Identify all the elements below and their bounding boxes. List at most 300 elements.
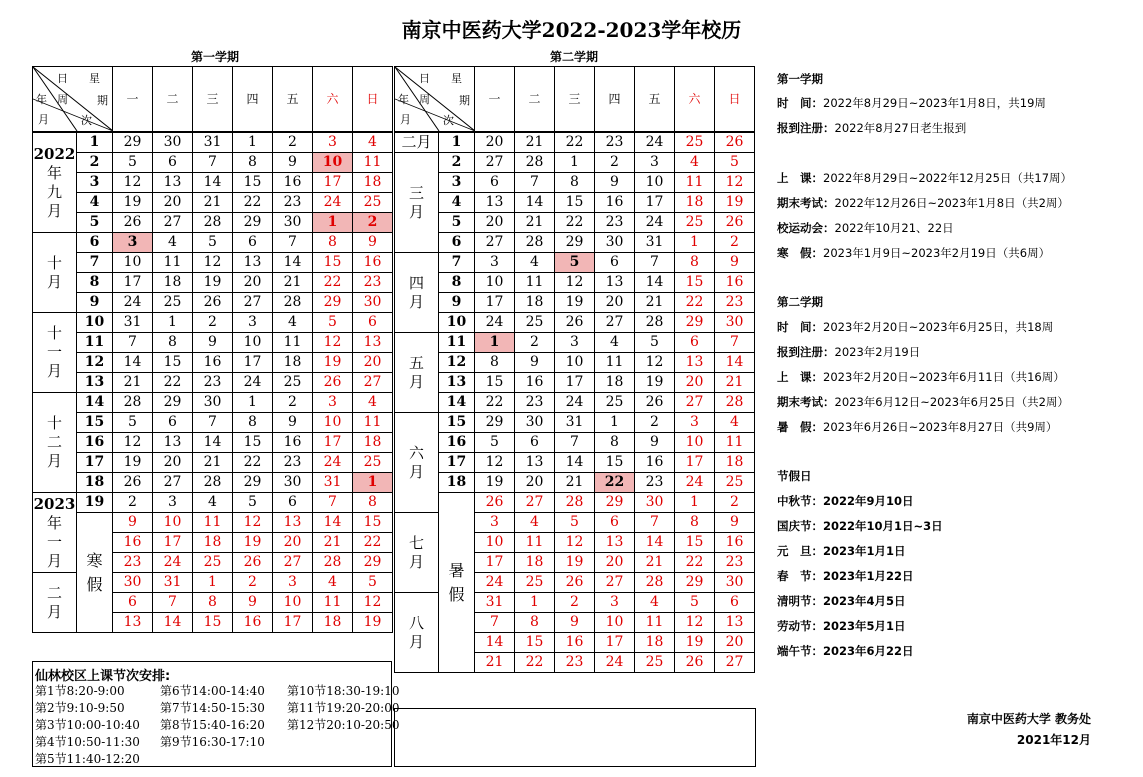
table-row bbox=[33, 333, 393, 353]
weekday-header: 六 bbox=[313, 67, 353, 133]
month-label: 十一月 bbox=[46, 324, 62, 380]
date-cell: 1 bbox=[555, 153, 595, 173]
date-cell: 3 bbox=[635, 153, 675, 173]
date-cell: 15 bbox=[193, 613, 233, 633]
date-cell: 21 bbox=[635, 293, 675, 313]
info-value: 2023年2月20日~2023年6月11日（共16周） bbox=[823, 370, 1065, 384]
date-cell: 17 bbox=[475, 293, 515, 313]
date-cell: 28 bbox=[635, 573, 675, 593]
date-cell: 13 bbox=[273, 513, 313, 533]
date-cell: 16 bbox=[515, 373, 555, 393]
date-cell: 27 bbox=[353, 373, 393, 393]
date-cell: 13 bbox=[113, 613, 153, 633]
date-cell: 12 bbox=[353, 593, 393, 613]
date-cell: 2 bbox=[595, 153, 635, 173]
date-cell: 23 bbox=[595, 132, 635, 153]
date-cell: 9 bbox=[635, 433, 675, 453]
date-cell: 6 bbox=[595, 513, 635, 533]
date-cell: 9 bbox=[273, 153, 313, 173]
date-cell: 20 bbox=[515, 473, 555, 493]
week-number: 1 bbox=[77, 132, 113, 153]
date-cell: 4 bbox=[675, 153, 715, 173]
date-cell: 16 bbox=[715, 533, 755, 553]
week-number: 11 bbox=[439, 333, 475, 353]
date-cell: 7 bbox=[313, 493, 353, 513]
date-cell: 12 bbox=[555, 533, 595, 553]
weekday-header: 二 bbox=[515, 67, 555, 133]
week-number: 17 bbox=[439, 453, 475, 473]
table-row bbox=[395, 313, 755, 333]
date-cell: 24 bbox=[595, 653, 635, 673]
date-cell: 25 bbox=[273, 373, 313, 393]
date-cell: 7 bbox=[193, 153, 233, 173]
corner-ci: 次 bbox=[81, 114, 92, 127]
table-row bbox=[33, 253, 393, 273]
info-value: 2023年6月12日~2023年6月25日（共2周） bbox=[834, 395, 1069, 409]
weekday-header: 三 bbox=[555, 67, 595, 133]
date-cell: 29 bbox=[675, 313, 715, 333]
date-cell: 17 bbox=[675, 453, 715, 473]
date-cell: 9 bbox=[595, 173, 635, 193]
info-label: 报到注册： bbox=[777, 345, 835, 359]
date-cell: 17 bbox=[595, 633, 635, 653]
month-label: 年一月 bbox=[46, 513, 62, 570]
week-number: 4 bbox=[77, 193, 113, 213]
date-cell: 4 bbox=[635, 593, 675, 613]
date-cell: 17 bbox=[153, 533, 193, 553]
table-row bbox=[33, 493, 393, 513]
date-cell: 10 bbox=[313, 413, 353, 433]
date-cell: 31 bbox=[475, 593, 515, 613]
corner-nian: 年 bbox=[36, 93, 47, 106]
info-label: 暑 假： bbox=[777, 420, 823, 434]
date-cell: 22 bbox=[555, 213, 595, 233]
month-cell bbox=[33, 393, 77, 493]
week-number: 12 bbox=[439, 353, 475, 373]
date-cell: 16 bbox=[715, 273, 755, 293]
date-cell: 1 bbox=[595, 413, 635, 433]
date-cell: 28 bbox=[113, 393, 153, 413]
date-cell: 8 bbox=[153, 333, 193, 353]
date-cell: 30 bbox=[113, 573, 153, 593]
info-line bbox=[777, 543, 906, 559]
date-cell: 19 bbox=[555, 553, 595, 573]
holidays-heading: 节假日 bbox=[777, 469, 812, 483]
weekday-header: 一 bbox=[475, 67, 515, 133]
info-label: 清明节： bbox=[777, 594, 823, 608]
date-cell: 20 bbox=[233, 273, 273, 293]
date-cell: 1 bbox=[233, 132, 273, 153]
month-label: 五月 bbox=[408, 353, 424, 391]
week-number: 15 bbox=[77, 413, 113, 433]
date-cell: 7 bbox=[193, 413, 233, 433]
table-row bbox=[33, 233, 393, 253]
date-cell: 20 bbox=[675, 373, 715, 393]
week-number: 1 bbox=[439, 132, 475, 153]
date-cell: 11 bbox=[715, 433, 755, 453]
date-cell: 13 bbox=[675, 353, 715, 373]
date-cell: 30 bbox=[273, 473, 313, 493]
date-cell: 21 bbox=[515, 132, 555, 153]
date-cell: 13 bbox=[353, 333, 393, 353]
date-cell: 7 bbox=[113, 333, 153, 353]
date-cell: 3 bbox=[555, 333, 595, 353]
date-cell: 22 bbox=[515, 653, 555, 673]
week-number: 4 bbox=[439, 193, 475, 213]
date-cell: 25 bbox=[675, 213, 715, 233]
date-cell: 18 bbox=[715, 453, 755, 473]
weekday-header: 四 bbox=[233, 67, 273, 133]
date-cell: 14 bbox=[515, 193, 555, 213]
date-cell: 8 bbox=[475, 353, 515, 373]
date-cell: 31 bbox=[313, 473, 353, 493]
month-label: 二月 bbox=[401, 133, 432, 151]
date-cell: 26 bbox=[113, 473, 153, 493]
date-cell: 2 bbox=[353, 213, 393, 233]
date-cell: 21 bbox=[515, 213, 555, 233]
table-row bbox=[33, 353, 393, 373]
date-cell: 25 bbox=[715, 473, 755, 493]
date-cell: 12 bbox=[475, 453, 515, 473]
date-cell: 29 bbox=[675, 573, 715, 593]
schedule-period: 第9节16:30-17:10 bbox=[160, 735, 265, 749]
date-cell: 4 bbox=[595, 333, 635, 353]
schedule-period: 第11节19:20-20:00 bbox=[287, 701, 400, 715]
date-cell: 2 bbox=[635, 413, 675, 433]
date-cell: 24 bbox=[153, 553, 193, 573]
date-cell: 19 bbox=[555, 293, 595, 313]
corner-header bbox=[395, 67, 475, 133]
date-cell: 28 bbox=[515, 153, 555, 173]
date-cell: 25 bbox=[353, 193, 393, 213]
date-cell: 24 bbox=[475, 313, 515, 333]
date-cell: 18 bbox=[515, 553, 555, 573]
date-cell: 17 bbox=[635, 193, 675, 213]
date-cell: 3 bbox=[475, 513, 515, 533]
table-row bbox=[395, 373, 755, 393]
date-cell: 9 bbox=[715, 253, 755, 273]
table-row bbox=[395, 473, 755, 493]
date-cell: 26 bbox=[475, 493, 515, 513]
date-cell: 10 bbox=[555, 353, 595, 373]
date-cell: 22 bbox=[595, 473, 635, 493]
date-cell: 6 bbox=[475, 173, 515, 193]
week-number: 19 bbox=[77, 493, 113, 513]
date-cell: 14 bbox=[475, 633, 515, 653]
date-cell: 26 bbox=[313, 373, 353, 393]
info-line bbox=[777, 195, 1069, 211]
date-cell: 28 bbox=[635, 313, 675, 333]
week-number: 3 bbox=[77, 173, 113, 193]
corner-zhou: 周 bbox=[57, 93, 68, 106]
date-cell: 24 bbox=[475, 573, 515, 593]
info-label: 寒 假： bbox=[777, 246, 823, 260]
date-cell: 11 bbox=[353, 153, 393, 173]
date-cell: 29 bbox=[113, 132, 153, 153]
week-number: 6 bbox=[77, 233, 113, 253]
info-line bbox=[777, 245, 1050, 261]
weekday-header: 日 bbox=[353, 67, 393, 133]
date-cell: 8 bbox=[675, 253, 715, 273]
table-row bbox=[33, 213, 393, 233]
week-number: 8 bbox=[439, 273, 475, 293]
table-row bbox=[33, 273, 393, 293]
info-line bbox=[777, 493, 914, 509]
date-cell: 25 bbox=[353, 453, 393, 473]
date-cell: 26 bbox=[233, 553, 273, 573]
corner-zhou: 周 bbox=[419, 93, 430, 106]
corner-yue: 月 bbox=[38, 113, 49, 126]
month-label: 十月 bbox=[46, 253, 62, 291]
week-number: 12 bbox=[77, 353, 113, 373]
date-cell: 26 bbox=[555, 313, 595, 333]
date-cell: 21 bbox=[273, 273, 313, 293]
date-cell: 18 bbox=[153, 273, 193, 293]
date-cell: 29 bbox=[233, 213, 273, 233]
date-cell: 16 bbox=[193, 353, 233, 373]
date-cell: 22 bbox=[675, 293, 715, 313]
date-cell: 20 bbox=[153, 193, 193, 213]
date-cell: 10 bbox=[475, 273, 515, 293]
date-cell: 8 bbox=[595, 433, 635, 453]
date-cell: 6 bbox=[153, 153, 193, 173]
date-cell: 27 bbox=[153, 473, 193, 493]
date-cell: 10 bbox=[113, 253, 153, 273]
month-cell bbox=[395, 333, 439, 413]
week-number: 2 bbox=[439, 153, 475, 173]
info-line bbox=[777, 593, 906, 609]
date-cell: 9 bbox=[193, 333, 233, 353]
date-cell: 20 bbox=[475, 132, 515, 153]
date-cell: 23 bbox=[715, 293, 755, 313]
date-cell: 4 bbox=[313, 573, 353, 593]
date-cell: 5 bbox=[475, 433, 515, 453]
date-cell: 4 bbox=[515, 253, 555, 273]
schedule-period: 第7节14:50-15:30 bbox=[160, 701, 265, 715]
date-cell: 19 bbox=[675, 633, 715, 653]
date-cell: 11 bbox=[515, 533, 555, 553]
table-row bbox=[33, 513, 393, 533]
date-cell: 29 bbox=[595, 493, 635, 513]
date-cell: 23 bbox=[113, 553, 153, 573]
date-cell: 1 bbox=[193, 573, 233, 593]
date-cell: 22 bbox=[313, 273, 353, 293]
date-cell: 17 bbox=[273, 613, 313, 633]
date-cell: 27 bbox=[595, 573, 635, 593]
date-cell: 15 bbox=[515, 633, 555, 653]
info-value: 2022年8月29日~2023年1月8日，共19周 bbox=[823, 96, 1046, 110]
date-cell: 22 bbox=[555, 132, 595, 153]
table-row bbox=[395, 173, 755, 193]
date-cell: 9 bbox=[233, 593, 273, 613]
date-cell: 20 bbox=[595, 293, 635, 313]
date-cell: 3 bbox=[113, 233, 153, 253]
schedule-period: 第5节11:40-12:20 bbox=[35, 752, 140, 766]
date-cell: 14 bbox=[635, 533, 675, 553]
week-number: 10 bbox=[439, 313, 475, 333]
weekday-header: 四 bbox=[595, 67, 635, 133]
date-cell: 4 bbox=[515, 513, 555, 533]
week-number: 5 bbox=[439, 213, 475, 233]
table-row bbox=[33, 473, 393, 493]
date-cell: 17 bbox=[313, 173, 353, 193]
info-label: 时 间： bbox=[777, 320, 823, 334]
date-cell: 1 bbox=[313, 213, 353, 233]
date-cell: 26 bbox=[715, 132, 755, 153]
info-value: 2023年2月20日~2023年6月25日，共18周 bbox=[823, 320, 1054, 334]
table-row bbox=[395, 353, 755, 373]
month-label: 六月 bbox=[408, 443, 424, 481]
date-cell: 16 bbox=[353, 253, 393, 273]
table-row bbox=[33, 293, 393, 313]
date-cell: 13 bbox=[153, 433, 193, 453]
date-cell: 12 bbox=[113, 433, 153, 453]
date-cell: 11 bbox=[153, 253, 193, 273]
date-cell: 12 bbox=[193, 253, 233, 273]
date-cell: 27 bbox=[475, 153, 515, 173]
info-line bbox=[777, 518, 943, 534]
date-cell: 6 bbox=[273, 493, 313, 513]
date-cell: 8 bbox=[233, 413, 273, 433]
month-cell bbox=[395, 513, 439, 593]
corner-ri: 日 bbox=[57, 72, 68, 85]
date-cell: 8 bbox=[193, 593, 233, 613]
date-cell: 18 bbox=[515, 293, 555, 313]
date-cell: 11 bbox=[595, 353, 635, 373]
date-cell: 30 bbox=[635, 493, 675, 513]
page-title: 南京中医药大学2022-2023学年校历 bbox=[401, 18, 742, 42]
week-number: 9 bbox=[439, 293, 475, 313]
date-cell: 5 bbox=[715, 153, 755, 173]
table-row bbox=[33, 153, 393, 173]
weekday-header: 二 bbox=[153, 67, 193, 133]
month-cell bbox=[395, 593, 439, 673]
date-cell: 29 bbox=[313, 293, 353, 313]
date-cell: 21 bbox=[715, 373, 755, 393]
date-cell: 2 bbox=[233, 573, 273, 593]
date-cell: 19 bbox=[475, 473, 515, 493]
date-cell: 16 bbox=[273, 433, 313, 453]
date-cell: 26 bbox=[555, 573, 595, 593]
date-cell: 16 bbox=[113, 533, 153, 553]
date-cell: 5 bbox=[193, 233, 233, 253]
table-row bbox=[395, 413, 755, 433]
date-cell: 9 bbox=[715, 513, 755, 533]
table-row bbox=[33, 193, 393, 213]
semester1-calendar bbox=[32, 66, 393, 633]
table-row bbox=[395, 293, 755, 313]
week-number: 5 bbox=[77, 213, 113, 233]
month-label: 八月 bbox=[408, 613, 424, 651]
date-cell: 24 bbox=[313, 193, 353, 213]
info-label: 元 旦： bbox=[777, 544, 823, 558]
date-cell: 5 bbox=[555, 513, 595, 533]
date-cell: 24 bbox=[635, 132, 675, 153]
info-line bbox=[777, 220, 954, 236]
info-label: 期末考试： bbox=[777, 196, 835, 210]
weekday-header: 五 bbox=[635, 67, 675, 133]
date-cell: 11 bbox=[313, 593, 353, 613]
date-cell: 20 bbox=[353, 353, 393, 373]
schedule-period: 第8节15:40-16:20 bbox=[160, 718, 265, 732]
date-cell: 11 bbox=[353, 413, 393, 433]
date-cell: 7 bbox=[475, 613, 515, 633]
date-cell: 25 bbox=[153, 293, 193, 313]
month-cell bbox=[395, 253, 439, 333]
date-cell: 28 bbox=[555, 493, 595, 513]
date-cell: 26 bbox=[675, 653, 715, 673]
info-line bbox=[777, 394, 1069, 410]
date-cell: 30 bbox=[715, 573, 755, 593]
date-cell: 13 bbox=[475, 193, 515, 213]
week-number: 15 bbox=[439, 413, 475, 433]
date-cell: 31 bbox=[193, 132, 233, 153]
week-number: 13 bbox=[439, 373, 475, 393]
date-cell: 13 bbox=[715, 613, 755, 633]
date-cell: 9 bbox=[555, 613, 595, 633]
date-cell: 18 bbox=[313, 613, 353, 633]
info-value: 2022年8月29日~2022年12月25日（共17周） bbox=[823, 171, 1073, 185]
weekday-header: 三 bbox=[193, 67, 233, 133]
date-cell: 18 bbox=[353, 433, 393, 453]
date-cell: 7 bbox=[273, 233, 313, 253]
week-number: 10 bbox=[77, 313, 113, 333]
info-line bbox=[777, 319, 1053, 335]
date-cell: 2 bbox=[715, 493, 755, 513]
vacation-cell: 寒假 bbox=[77, 513, 113, 633]
date-cell: 20 bbox=[273, 533, 313, 553]
date-cell: 7 bbox=[715, 333, 755, 353]
date-cell: 11 bbox=[193, 513, 233, 533]
date-cell: 15 bbox=[675, 533, 715, 553]
date-cell: 16 bbox=[555, 633, 595, 653]
date-cell: 18 bbox=[595, 373, 635, 393]
date-cell: 22 bbox=[233, 453, 273, 473]
week-number: 9 bbox=[77, 293, 113, 313]
info-line bbox=[777, 344, 920, 360]
date-cell: 27 bbox=[715, 653, 755, 673]
date-cell: 30 bbox=[273, 213, 313, 233]
date-cell: 15 bbox=[233, 433, 273, 453]
date-cell: 23 bbox=[273, 453, 313, 473]
date-cell: 25 bbox=[193, 553, 233, 573]
date-cell: 2 bbox=[273, 132, 313, 153]
week-number: 3 bbox=[439, 173, 475, 193]
date-cell: 19 bbox=[715, 193, 755, 213]
info-line bbox=[777, 643, 914, 659]
semester1-info-heading: 第一学期 bbox=[777, 72, 823, 86]
week-number: 11 bbox=[77, 333, 113, 353]
date-cell: 17 bbox=[475, 553, 515, 573]
date-cell: 24 bbox=[555, 393, 595, 413]
date-cell: 6 bbox=[515, 433, 555, 453]
table-row bbox=[33, 413, 393, 433]
date-cell: 14 bbox=[313, 513, 353, 533]
table-row bbox=[395, 213, 755, 233]
date-cell: 14 bbox=[635, 273, 675, 293]
info-label: 校运动会： bbox=[777, 221, 835, 235]
date-cell: 15 bbox=[233, 173, 273, 193]
date-cell: 30 bbox=[193, 393, 233, 413]
date-cell: 5 bbox=[233, 493, 273, 513]
date-cell: 5 bbox=[353, 573, 393, 593]
date-cell: 1 bbox=[675, 493, 715, 513]
date-cell: 7 bbox=[635, 513, 675, 533]
date-cell: 8 bbox=[515, 613, 555, 633]
date-cell: 19 bbox=[353, 613, 393, 633]
date-cell: 16 bbox=[595, 193, 635, 213]
date-cell: 6 bbox=[675, 333, 715, 353]
